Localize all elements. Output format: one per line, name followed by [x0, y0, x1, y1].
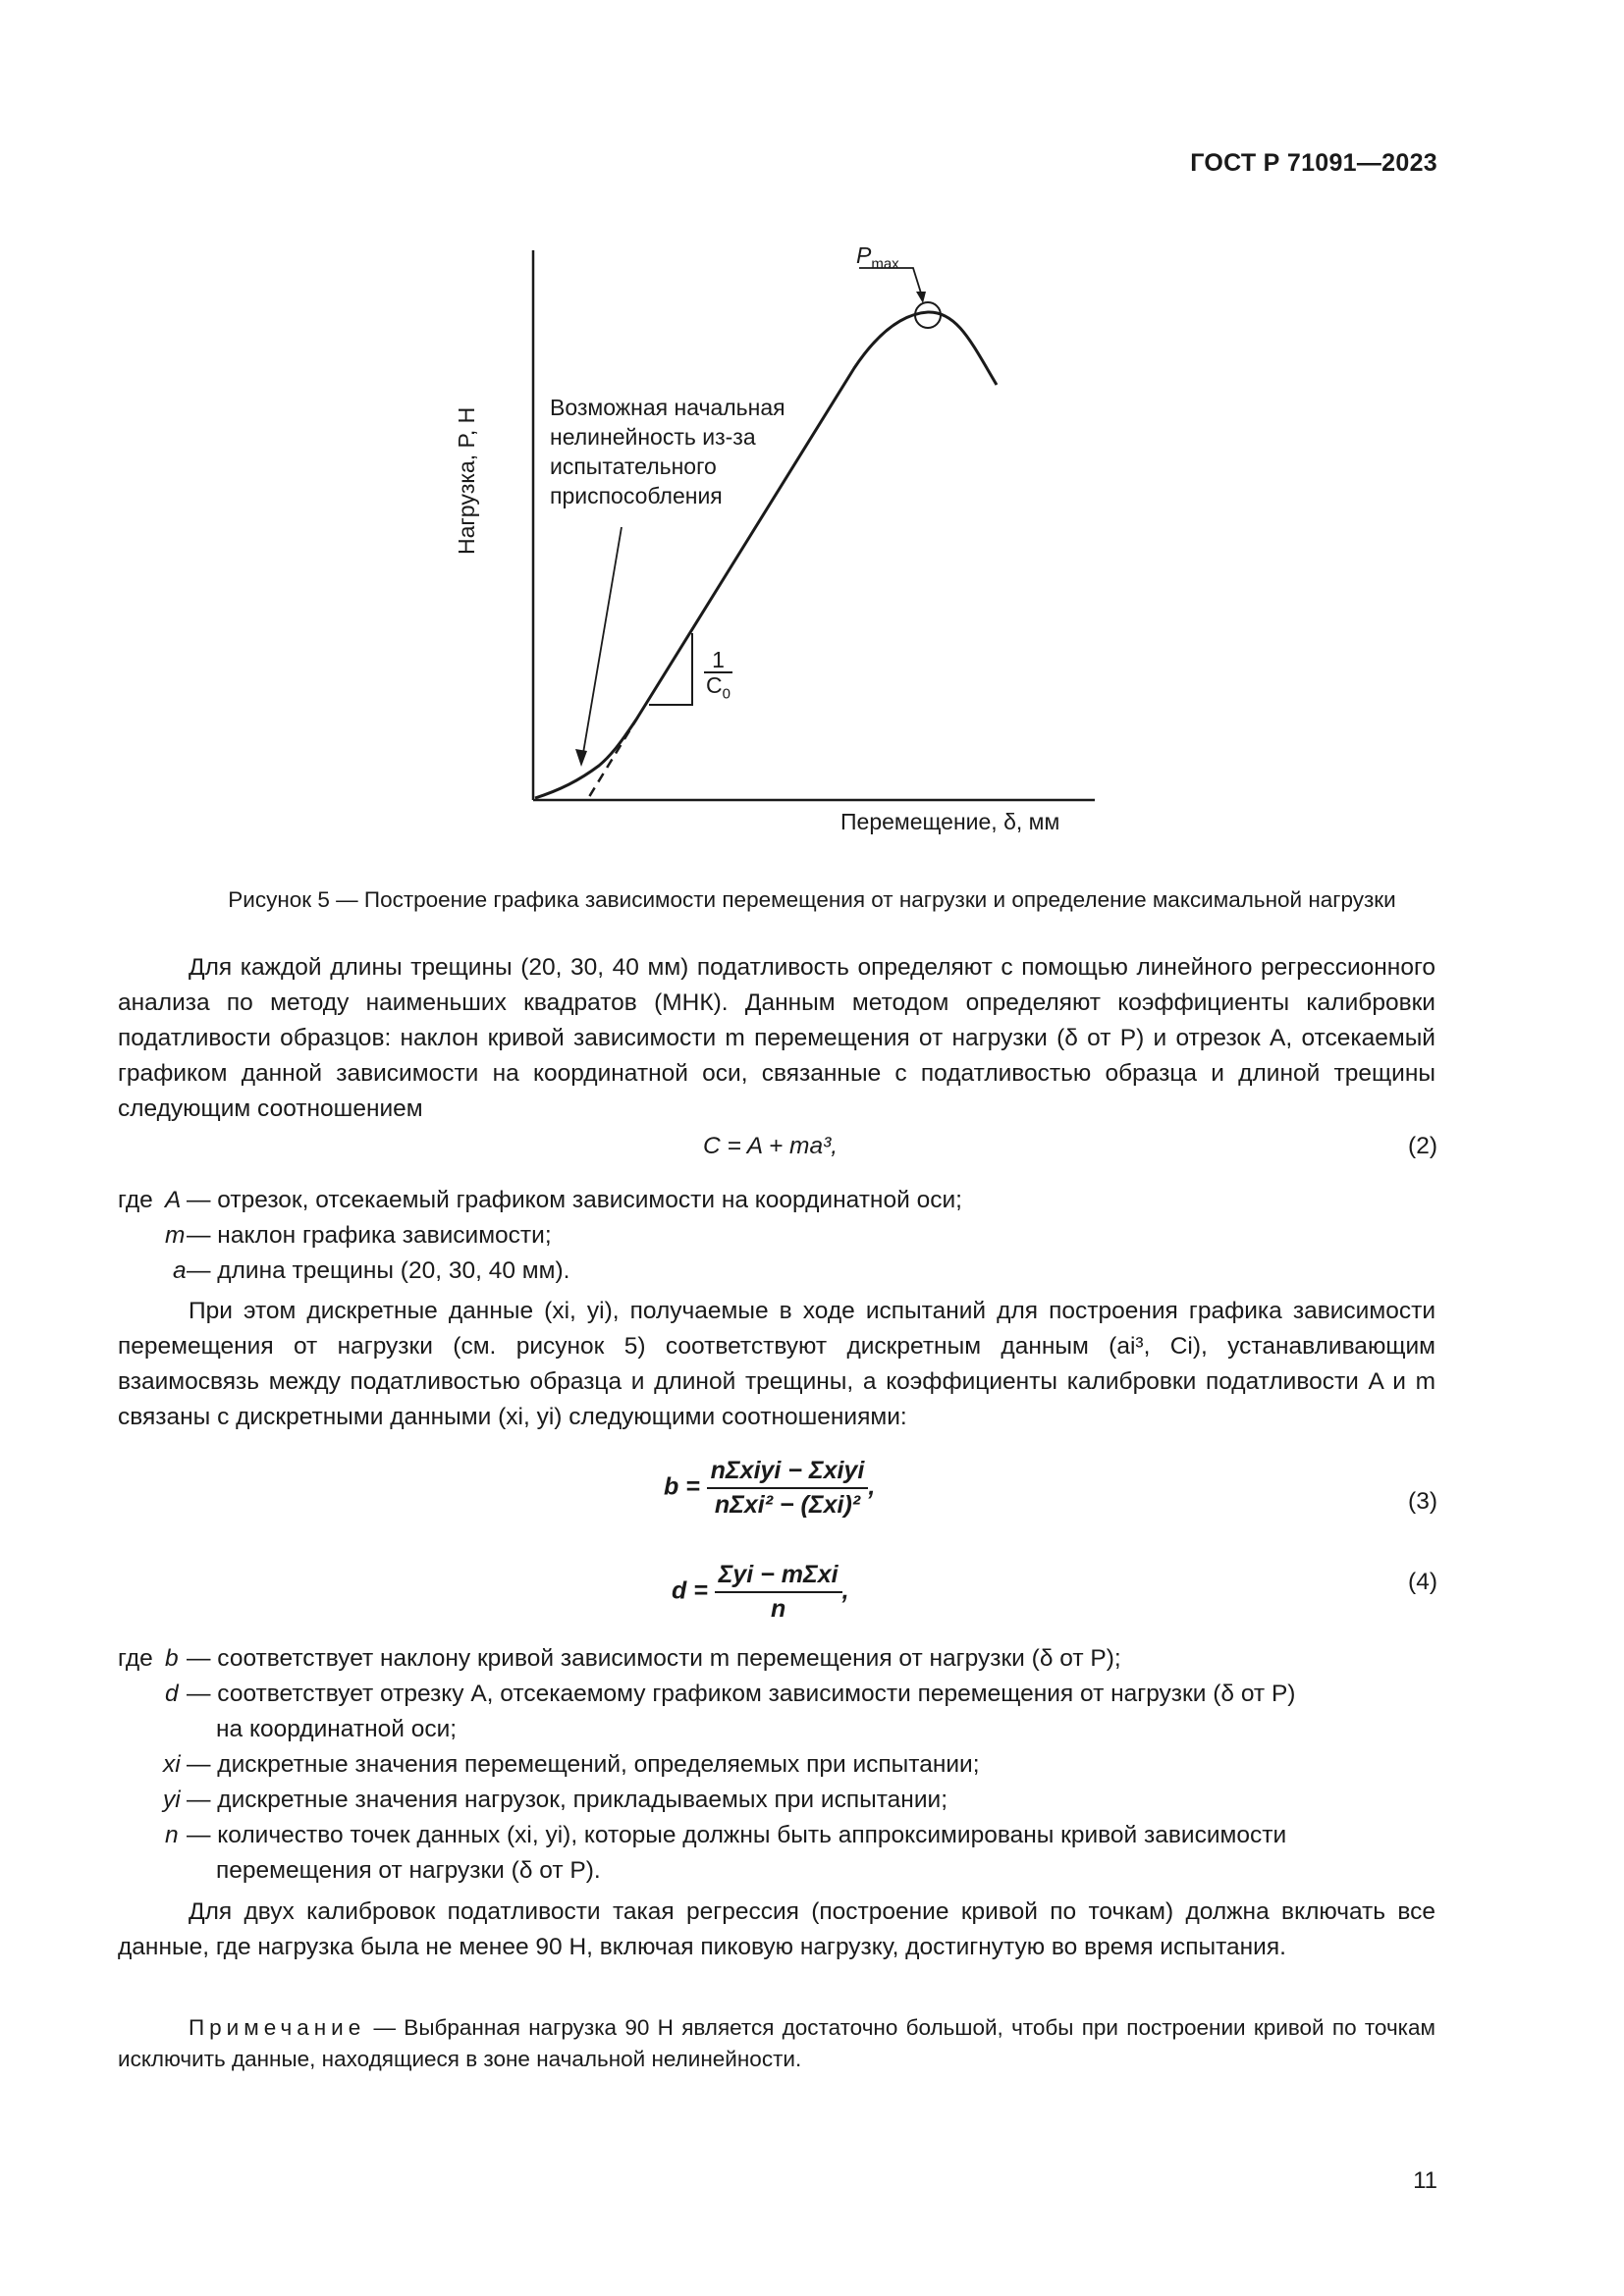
- y-axis-label: Нагрузка, P, Н: [454, 406, 479, 555]
- pmax-marker: [915, 302, 941, 328]
- load-curve: [535, 312, 997, 798]
- where-list-1: [118, 1183, 1435, 1289]
- note-text: — Выбранная нагрузка 90 Н является достаточно большой, чтобы при построении кривой по точкам исключить данные, находящиеся в зоне начальной нелинейности.: [118, 2015, 1435, 2071]
- figure-caption: Рисунок 5 — Построение графика зависимости перемещения от нагрузки и определение максимальной нагрузки: [228, 887, 1396, 912]
- where-row: где A — отрезок, отсекаемый графиком зависимости на координатной оси;: [118, 1187, 962, 1213]
- equation-2-number: (2): [1408, 1133, 1437, 1159]
- equation-4-number: (4): [1408, 1569, 1437, 1595]
- where-row-continuation: перемещения от нагрузки (δ от P).: [216, 1857, 601, 1884]
- load-displacement-figure: [454, 221, 1129, 849]
- x-axis-label: Перемещение, δ, мм: [840, 809, 1060, 834]
- page-number: 11: [1413, 2167, 1437, 2194]
- equation-2: C = A + ma³,: [703, 1133, 839, 1159]
- equation-4: d = $\frac{\text{Σyi − mΣxi}}{n}$ ,: [672, 1561, 849, 1623]
- pmax-label: $P_{max}$: [856, 242, 899, 273]
- slope-label: 1 $C_0$: [706, 647, 731, 703]
- annotation-arrow: [582, 527, 622, 759]
- where-row: m — наклон графика зависимости;: [165, 1222, 552, 1249]
- paragraph-1-text: Для каждой длины трещины (20, 30, 40 мм) податливость определяют с помощью линейного регрессионного анализа по методу наименьших квадратов (МНК). Данным методом определяют коэффициенты калибровки податливости образцов: наклон кривой зависимости m перемещения от нагрузки (δ от P) и отрезок A, отсекаемый графиком данной зависимости на координатной оси, связанные с податливостью образца и длиной трещины следующим соотношением: [118, 954, 1435, 1122]
- paragraph-2: [118, 1294, 1435, 1435]
- paragraph-2-text: При этом дискретные данные (xi, yi), получаемые в ходе испытаний для построения графика зависимости перемещения от нагрузки (см. рисунок 5) соответствуют дискретным данным (ai³, Ci), устанавливающим взаимосвязь между податливостью образца и длиной трещины, а коэффициенты калибровки податливости A и m связаны с дискретными данными (xi, yi) следующими соотношениями:: [118, 1298, 1435, 1430]
- equation-3: b = $\frac{\text{nΣxiyi − Σxiyi}}{\text{nΣxi² − (Σxi)²}}$ ,: [664, 1457, 876, 1519]
- where-row: xi — дискретные значения перемещений, определяемых при испытании;: [163, 1751, 980, 1778]
- equation-3-number: (3): [1408, 1488, 1437, 1515]
- figure-graphic: [461, 221, 1129, 849]
- where-row: yi — дискретные значения нагрузок, прикладываемых при испытании;: [163, 1787, 948, 1813]
- annotation-text: Возможная начальная нелинейность из-за испытательного приспособления: [550, 395, 785, 508]
- where-row: d — соответствует отрезку A, отсекаемому графиком зависимости перемещения от нагрузки (δ от P): [165, 1681, 1296, 1707]
- where-row-continuation: на координатной оси;: [216, 1716, 458, 1742]
- where-list-2: [118, 1641, 1435, 1889]
- document-header: ГОСТ Р 71091—2023: [1190, 149, 1437, 177]
- paragraph-1: [118, 950, 1435, 1127]
- note: [118, 2012, 1435, 2075]
- where-row: n — количество точек данных (xi, yi), которые должны быть аппроксимированы кривой зависимости: [165, 1822, 1287, 1848]
- where-row: где b — соответствует наклону кривой зависимости m перемещения от нагрузки (δ от P);: [118, 1645, 1121, 1672]
- slope-triangle: [649, 633, 692, 705]
- paragraph-3: [118, 1895, 1435, 1965]
- note-label: Примечание: [189, 2015, 366, 2040]
- paragraph-3-text: Для двух калибровок податливости такая регрессия (построение кривой по точкам) должна включать все данные, где нагрузка была не менее 90 Н, включая пиковую нагрузку, достигнутую во время испытания.: [118, 1898, 1435, 1960]
- where-row: a — длина трещины (20, 30, 40 мм).: [173, 1257, 570, 1284]
